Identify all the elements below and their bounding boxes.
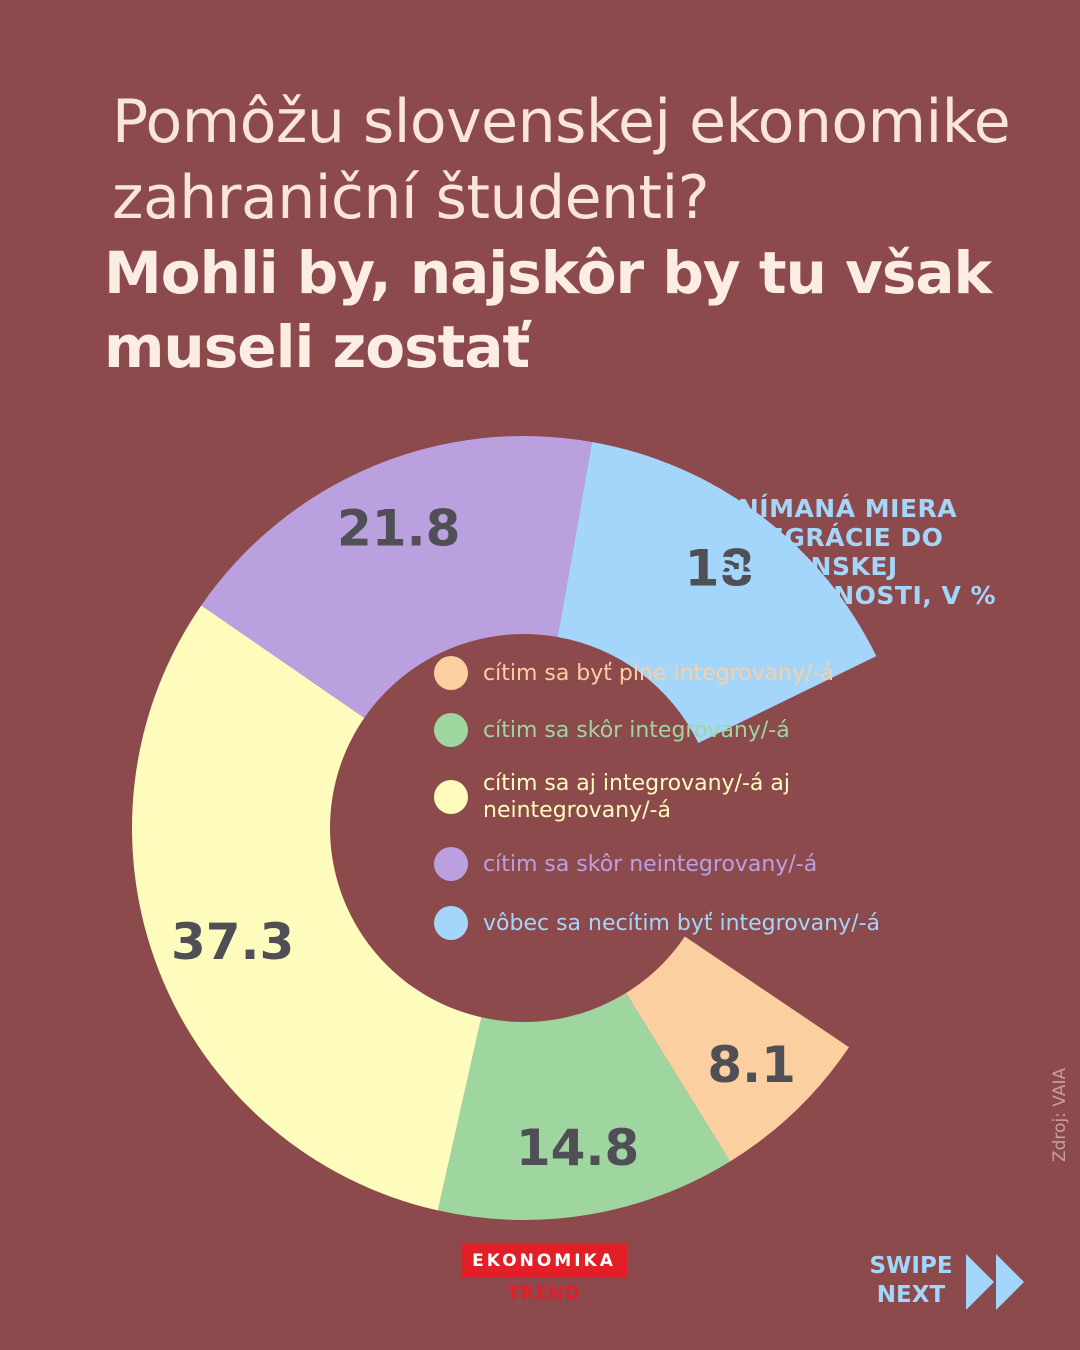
chart-legend	[434, 656, 954, 940]
trend-logo: TREND	[507, 1283, 581, 1304]
slice-value-label: 14.8	[515, 1119, 640, 1178]
legend-label: cítim sa aj integrovany/-á aj neintegrovany/-á	[483, 771, 790, 823]
slice-value-label: 8.1	[707, 1036, 796, 1095]
slice-value-label: 21.8	[337, 499, 461, 558]
legend-item	[434, 770, 954, 824]
legend-label: cítim sa skôr neintegrovany/-á	[483, 851, 818, 877]
legend-label: cítim sa byť plne integrovany/-á	[483, 660, 834, 686]
legend-item	[434, 847, 954, 881]
legend-swatch	[434, 847, 468, 881]
slice-value-label: 37.3	[170, 912, 295, 971]
slice-value-label: 18	[684, 539, 755, 598]
legend-item	[434, 656, 954, 690]
legend-swatch	[434, 656, 468, 690]
legend-label: vôbec sa necítim byť integrovany/-á	[483, 910, 880, 936]
chart-caption: VNÍMANÁ MIERA INTEGRÁCIE DO SLOVENSKEJ SPOLOČNOSTI, V %	[718, 494, 997, 610]
source-note: Zdroj: VAIA	[1050, 1067, 1070, 1162]
legend-swatch	[434, 780, 468, 814]
chart-title: Pomôžu slovenskej ekonomike zahraniční študenti?	[112, 87, 1011, 233]
donut-slice	[132, 605, 481, 1210]
chart-subtitle: Mohli by, najskôr by tu však museli zostať	[104, 239, 992, 381]
next-label: NEXT	[876, 1282, 946, 1308]
double-chevron-right-icon[interactable]	[966, 1254, 1026, 1310]
legend-swatch	[434, 906, 468, 940]
legend-item	[434, 906, 954, 940]
swipe-next-button[interactable]	[866, 1252, 956, 1310]
legend-label: cítim sa skôr integrovany/-á	[483, 717, 790, 743]
legend-swatch	[434, 713, 468, 747]
legend-item	[434, 713, 954, 747]
swipe-label: SWIPE	[869, 1253, 953, 1279]
ekonomika-logo: EKONOMIKA	[461, 1244, 627, 1278]
